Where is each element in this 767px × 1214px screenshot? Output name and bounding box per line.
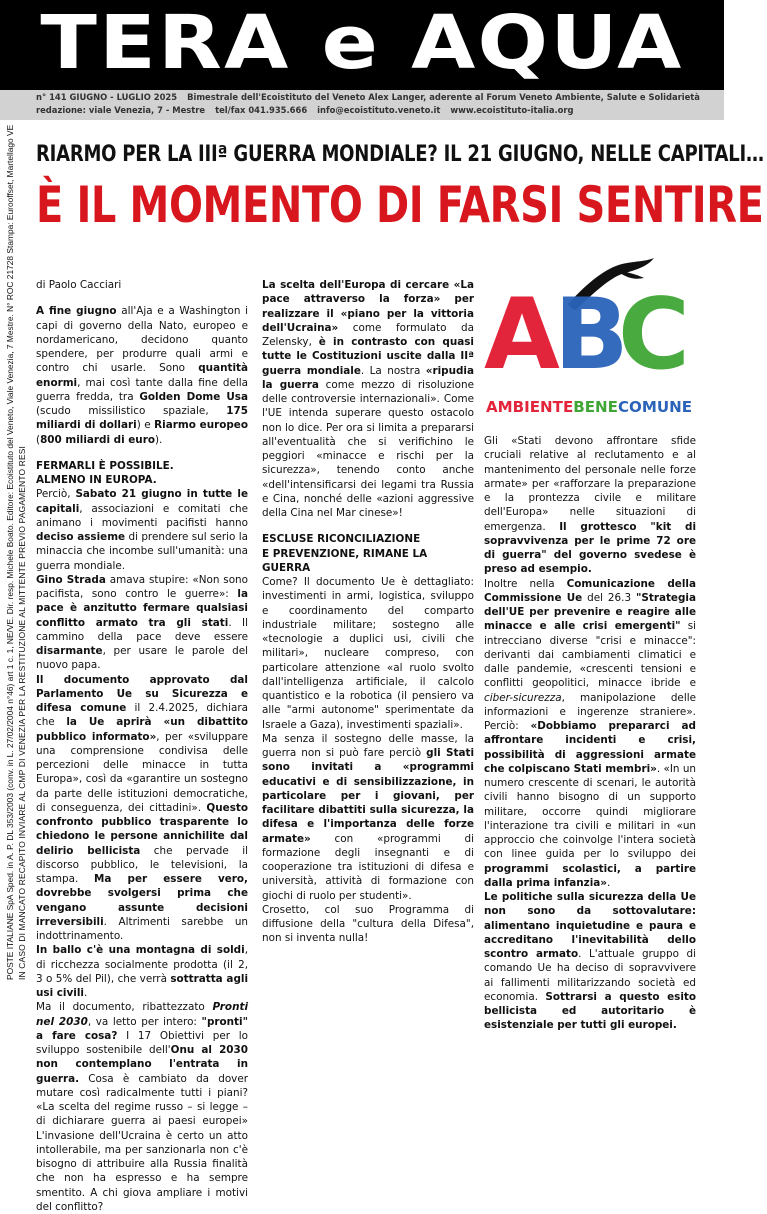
postal-legal-notice xyxy=(4,124,32,980)
text-run: ) e xyxy=(136,419,155,432)
bold-text: Riarmo europeo xyxy=(154,419,248,432)
logo-caption-ambiente: AMBIENTE xyxy=(486,398,576,416)
paragraph xyxy=(36,673,248,944)
subheading xyxy=(36,459,248,488)
text-run: (scudo missilistico spaziale, xyxy=(36,405,227,417)
bold-text: Ma per essere vero, dovrebbe svolgersi prima che vengano assunte decisioni irreversibili xyxy=(36,873,249,928)
paragraph xyxy=(262,575,474,732)
logo-caption-comune: COMUNE xyxy=(617,398,695,416)
bold-text: la Ue aprirà «un dibattito pubblico informato» xyxy=(36,716,248,743)
bold-text: La scelta dell'Europa di cercare «La pace attraverso la forza» per realizzare il «piano per la vittoria dell'Ucraina» xyxy=(262,279,474,334)
bold-text: «ripudia la guerra xyxy=(262,364,474,391)
bold-text: Onu al 2030 non contemplano l'entrata in guerra. xyxy=(36,1044,248,1085)
paragraph xyxy=(262,903,474,946)
bold-text: programmi scolastici, a partire dalla prima infanzia» xyxy=(484,862,696,889)
abc-logo xyxy=(484,248,696,424)
text-run: Ma il documento, ribattezzato xyxy=(36,1001,213,1014)
text-run: , di ricchezza socialmente prodotta (il 2, 3 o 5% del Pil), che verrà xyxy=(36,944,248,985)
legal-notice-line-2: IN CASO DI MANCATO RECAPITO INVIARE AL CMP DI VENEZIA PER LA RESTITUZIONE AL MITTENTE PREVIO PAGAMENTO RESI xyxy=(17,445,27,980)
article-column-1 xyxy=(36,278,248,1214)
bold-text: Comunicazione della Commissione Ue xyxy=(484,577,696,604)
text-run: . Altrimenti sarebbe un indottrinamento. xyxy=(36,915,248,942)
paragraph xyxy=(262,278,474,520)
text-run: Crosetto, col suo Programma di diffusione della "cultura della Difesa", non si inventa nulla! xyxy=(262,903,474,945)
text-run: , va letto per intero: xyxy=(87,1015,202,1028)
paragraph xyxy=(484,577,696,891)
text-run: Inoltre nella xyxy=(484,577,567,590)
text-run: si intrecciano diverse "crisi e minacce": derivanti dai cambiamenti climatici e dalle pandemie, «crescenti tensioni e conflitti geopolitici, minacce ibride e xyxy=(484,620,696,690)
text-run: Gli «Stati devono affrontare sfide cruciali relative al reclutamento e al mantenimento del personale nelle forze armate» per «rafforzare la preparazione e la prontezza civile e militare dell'Europa» nelle situazioni di emergenza. xyxy=(484,435,696,533)
bold-text: la pace è anzitutto fermare qualsiasi conflitto armato tra gli stati xyxy=(36,588,248,629)
text-run: amava stupire: «Non sono pacifista, sono contro le guerre»: xyxy=(36,573,248,600)
text-run: all'Aja e a Washington i capi di governo della Nato, europeo e nordamericano, decidono quanto spendere, per produrre quali armi e contro chi usarle. Sono xyxy=(36,305,248,375)
logo-letter-a: A xyxy=(484,278,560,392)
logo-letter-c: C xyxy=(618,278,690,392)
bold-text: disarmante xyxy=(36,645,103,657)
text-run: di prendere sul serio la minaccia che incombe sull'umanità: una guerra mondiale. xyxy=(36,531,248,572)
bold-text: deciso assieme xyxy=(36,531,126,543)
text-run: come formulato da Zelensky, xyxy=(262,321,474,348)
bold-text: Sabato 21 giugno in tutte le capitali xyxy=(36,488,248,515)
masthead xyxy=(0,0,724,90)
article-headline: È IL MOMENTO DI FARSI SENTIRE xyxy=(36,176,764,234)
text-run: . L'attuale gruppo di comando Ue ha deciso di sopravvivere ai fallimenti militarizzando società ed economia. xyxy=(484,948,697,1003)
bold-text: quantità enormi xyxy=(36,362,248,389)
masthead-info-bar xyxy=(0,90,724,120)
article-column-3 xyxy=(484,434,696,1033)
text-run: , per «sviluppare una comprensione condivisa delle percezioni delle minacce in tutta Europa», così da «garantire un sostegno da parte delle istituzioni democratiche, di conseguenza, dei cittadini». xyxy=(36,730,248,814)
bold-text: 800 miliardi di euro xyxy=(40,433,155,446)
paragraph xyxy=(36,943,248,1000)
text-run: . xyxy=(83,987,88,999)
bold-text: A fine giugno xyxy=(36,305,117,318)
paragraph xyxy=(484,890,696,1033)
text-run: Perciò, xyxy=(36,488,76,501)
bold-text: sottratta agli usi civili xyxy=(36,972,248,999)
issue-number: n° 141 GIUGNO - LUGLIO 2025 xyxy=(36,92,178,102)
website-url: www.ecoistituto-italia.org xyxy=(450,105,574,115)
bold-text: Questo confronto pubblico trasparente lo chiedono le persone annichilite dal delirio bellicista xyxy=(36,801,248,857)
masthead-info-line-1 xyxy=(36,92,700,102)
text-run: I 17 Obiettivi per lo sviluppo sostenibile dell' xyxy=(36,1029,248,1056)
text-run: . Il cammino della pace deve essere xyxy=(36,616,249,643)
text-run: Ma senza il sostegno delle masse, la guerra non si può fare perciò xyxy=(262,732,474,759)
paragraph xyxy=(36,487,248,573)
email-address: info@ecoistituto.veneto.it xyxy=(317,105,441,115)
subheading-line: ESCLUSE RICONCILIAZIONE xyxy=(262,533,421,546)
bold-text: "Strategia dell'UE per prevenire e reagire alle minacce e alle crisi emergenti" xyxy=(484,591,696,633)
text-run: il 2.4.2025, dichiara che xyxy=(36,702,248,729)
text-run: . La nostra xyxy=(360,364,426,377)
paragraph xyxy=(36,304,248,447)
text-run: Cosa è cambiato da dover mutare così radicalmente tutti i piani? «La scelta del regime russo – si legge – di dichiarare guerra ai paesi europei» L'invasione dell'Ucraina è certo un atto intollerabile, ma per sanzionarla non c'è bisogno di attribuire alla Russia finalità che non ha espresso e ha sempre smentito. A chi giova ampliare i motivi del conflitto? xyxy=(36,1072,248,1213)
bold-text: 175 miliardi di dollari xyxy=(36,405,248,432)
text-run: ( xyxy=(36,433,41,446)
paragraph xyxy=(36,573,248,673)
bold-text: Golden Dome Usa xyxy=(139,390,248,403)
bold-text: «Dobbiamo prepararci ad affrontare incidenti e crisi, possibilità di aggressioni armate che colpiscano Stati membri» xyxy=(484,720,696,775)
bold-text: Le politiche sulla sicurezza della Ue non sono da sottovalutare: alimentano inquietudine e paura e accreditano l'inevitabilità dello scontro armato xyxy=(484,891,696,960)
phone-number: tel/fax 041.935.666 xyxy=(215,105,308,115)
logo-letter-b: B xyxy=(554,278,629,392)
italic-text: ciber-sicurezza xyxy=(484,691,562,704)
masthead-info-line-2 xyxy=(36,105,574,115)
text-run: , manipolazione delle informazioni e ingerenze straniere». Perciò: xyxy=(484,691,696,732)
text-run: Come? Il documento Ue è dettagliato: investimenti in armi, logistica, sviluppo e coordinamento del comparto industriale militare; sostegno alle «tecnologie a duplici usi, civili che militari», nucleare compreso, con particolare attenzione «al ruolo svolto dall'intelligenza artificiale, il calcolo quantistico e la robotica (il pensiero va alle "armi autonome" sperimentate da Israele a Gaza), investimenti spaziali». xyxy=(262,576,474,731)
bold-text: "pronti" a fare cosa? xyxy=(36,1015,248,1042)
subheading-line: FERMARLI È POSSIBILE. xyxy=(36,459,174,472)
tagline: Bimestrale dell'Ecoistituto del Veneto Alex Langer, aderente al Forum Veneto Ambiente, Salute e Solidarietà xyxy=(187,92,700,102)
newspaper-title: TERA e AQUA xyxy=(40,0,684,86)
legal-notice-line-1: POSTE ITALIANE SpA Sped. in A. P. DL 353/2003 (conv. in L. 27/02/2004 n°46) art 1 c. 1, NE/VE. Dir. resp. Michele Boato. Editore: Ecoistituto del Veneto, Viale Venezia, 7 Mestre. N° ROC 21728 Stampa: Eurooffset, Martellago VE xyxy=(5,124,15,980)
bold-text: gli Stati sono invitati a «programmi educativi e di sensibilizzazione, in particolare per i giovani, per facilitare dibattiti sulla sicurezza, la difesa e l'importanza delle forze armate» xyxy=(262,747,475,845)
article-column-2 xyxy=(262,278,474,946)
logo-caption-bene: BENE xyxy=(573,398,620,416)
article-kicker: RIARMO PER LA IIIª GUERRA MONDIALE? IL 21 GIUGNO, NELLE CAPITALI… xyxy=(36,142,764,167)
bold-text: In ballo c'è una montagna di soldi xyxy=(36,944,245,957)
bold-text: Il documento approvato dal Parlamento Ue su Sicurezza e difesa comune xyxy=(36,673,248,714)
bold-text: Il grottesco "kit di sopravvivenza per le prime 72 ore di guerra" del governo svedese è preso ad esempio. xyxy=(484,520,697,576)
logo-caption xyxy=(486,398,695,416)
subheading-line: ALMENO IN EUROPA. xyxy=(36,474,157,486)
text-run: , mai così tante dalla fine della guerra fredda, tra xyxy=(36,376,248,403)
paragraph xyxy=(484,434,696,577)
text-run: , per usare le parole del nuovo papa. xyxy=(36,645,248,672)
text-run: . «In un numero crescente di scenari, le autorità civili hanno bisogno di un supporto militare, occorre quindi migliorare l'interazione tra civili e militari in «un approccio che coinvolge l'intera società con linee guida per lo sviluppo dei xyxy=(484,762,696,861)
subheading-line: E PREVENZIONE, RIMANE LA GUERRA xyxy=(262,547,428,574)
bold-text: è in contrasto con quasi tutte le Costituzioni uscite dalla IIª guerra mondiale xyxy=(262,336,474,377)
paragraph xyxy=(262,732,474,903)
subheading xyxy=(262,532,474,575)
text-run: ). xyxy=(154,433,163,446)
text-run: che pervade il discorso pubblico, le televisioni, la stampa. xyxy=(36,844,248,885)
bold-text: Gino Strada xyxy=(36,573,106,586)
text-run: del 26.3 xyxy=(582,591,636,604)
bold-text: Pronti nel 2030 xyxy=(36,1001,248,1028)
bold-text: Sottrarsi a questo esito bellicista ed autoritario è esistenziale per tutti gli europei. xyxy=(484,990,697,1032)
text-run: come mezzo di risoluzione delle controversie internazionali». Come l'UE intenda superare questo ostacolo non lo dice. Per ora si limita a prepararsi all'eventualità che si verifichino le peggiori «minacce e rischi per la sicurezza», tenendo conto anche «dell'intensificarsi dei legami tra Russia e Cina, nonché delle «azioni aggressive della Cina nel Mar cinese»! xyxy=(262,378,474,519)
editorial-address: redazione: viale Venezia, 7 - Mestre xyxy=(36,105,206,115)
byline: di Paolo Cacciari xyxy=(36,279,122,291)
paragraph xyxy=(36,1000,248,1214)
text-run: con «programmi di formazione degli insegnanti e di cooperazione tra istituzioni di difesa e università, attività di formazione con giochi di ruolo per studenti». xyxy=(262,832,474,902)
text-run: , associazioni e comitati che animano i movimenti pacifisti hanno xyxy=(36,502,248,529)
text-run: . xyxy=(607,876,611,889)
